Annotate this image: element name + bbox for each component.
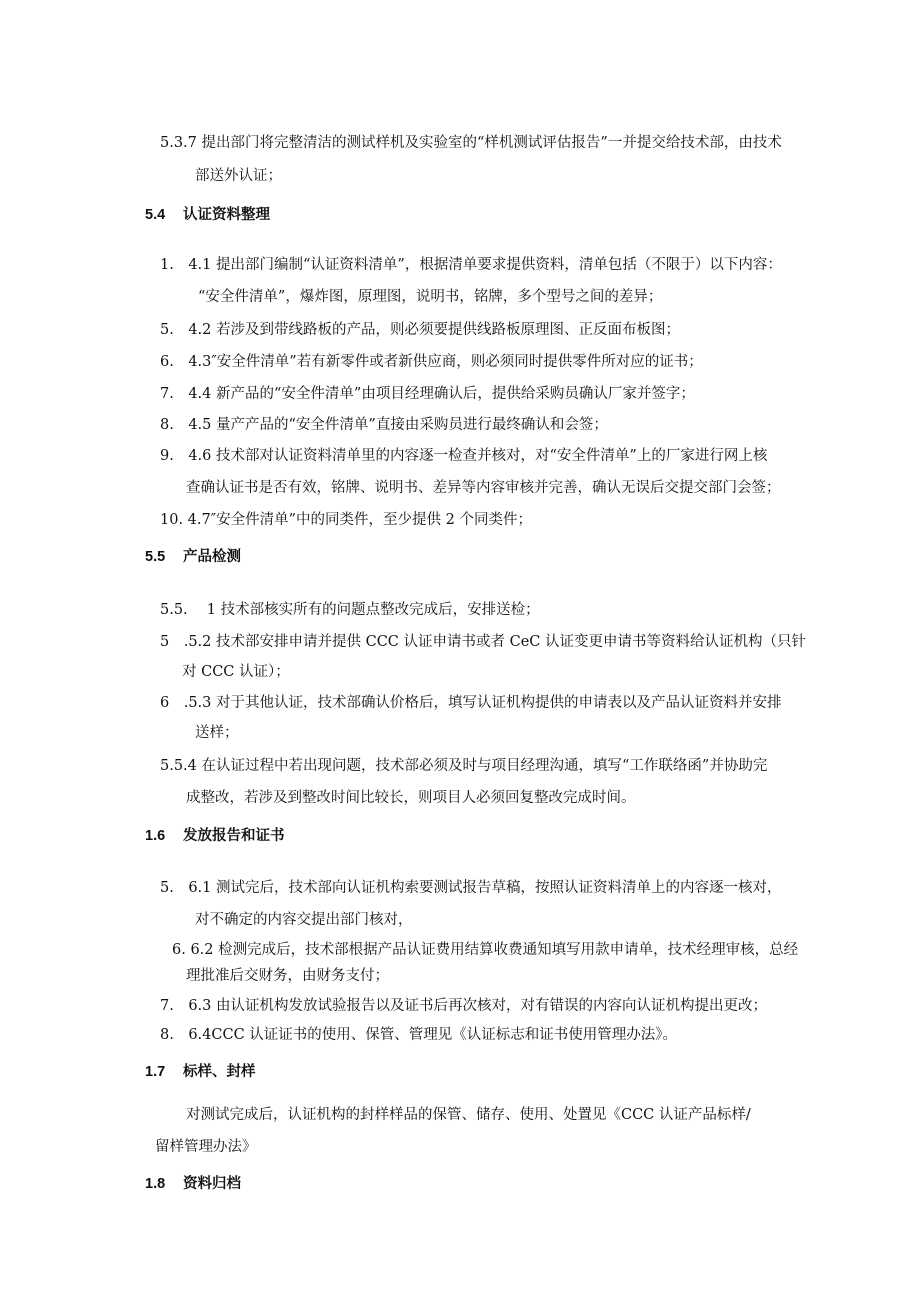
list-item: 5.5. 1 技术部核实所有的问题点整改完成后，安排送检； [160, 602, 540, 618]
section-1-6-heading [145, 824, 285, 845]
section-number: 1.7 [145, 1064, 166, 1080]
section-5-5-heading [145, 545, 241, 566]
list-item: 5. 4.2 若涉及到带线路板的产品，则必须要提供线路板原理图、正反面布板图； [160, 322, 681, 338]
list-item: 送样； [195, 725, 239, 741]
paragraph-line: 对测试完成后，认证机构的封样样品的保管、储存、使用、处置见《CCC 认证产品标样/ [186, 1107, 751, 1123]
list-item: 查确认证书是否有效，铭牌、说明书、差异等内容审核并完善，确认无误后交提交部门会签； [186, 480, 781, 496]
section-number: 5.4 [145, 207, 166, 223]
section-title: 产品检测 [183, 549, 241, 565]
section-title: 发放报告和证书 [183, 828, 285, 844]
list-item: 1. 4.1 提出部门编制“认证资料清单”，根据清单要求提供资料，清单包括（不限于）以下内容： [160, 257, 782, 273]
list-item: 8. 6.4CCC 认证证书的使用、保管、管理见《认证标志和证书使用管理办法》。 [160, 1027, 678, 1043]
list-item: 成整改，若涉及到整改时间比较长，则项目人必须回复整改完成时间。 [186, 790, 636, 806]
list-item: 7. 4.4 新产品的“安全件清单”由项目经理确认后，提供给采购员确认厂家并签字； [160, 386, 695, 402]
section-title: 认证资料整理 [183, 207, 270, 223]
section-number: 1.8 [145, 1176, 166, 1192]
list-item: 5 .5.2 技术部安排申请并提供 CCC 认证申请书或者 CeC 认证变更申请书等资料给认证机构（只针 [160, 634, 806, 650]
list-item: 8. 4.5 量产产品的“安全件清单”直接由采购员进行最终确认和会签； [160, 417, 608, 433]
section-1-8-heading [145, 1172, 241, 1193]
list-item: 10. 4.7″安全件清单”中的同类件，至少提供 2 个同类件； [160, 512, 532, 528]
list-item: 9. 4.6 技术部对认证资料清单里的内容逐一检查并核对，对“安全件清单”上的厂家进行网上核 [160, 448, 768, 464]
list-item: “安全件清单”，爆炸图，原理图，说明书，铭牌，多个型号之间的差异； [198, 289, 663, 305]
section-5-4-heading [145, 203, 270, 224]
list-item: 6 .5.3 对于其他认证，技术部确认价格后，填写认证机构提供的申请表以及产品认证资料并安排 [160, 695, 782, 711]
para-5-3-7-line-1: 5.3.7 提出部门将完整清洁的测试样机及实验室的“样机测试评估报告”一并提交给技术部，由技术 [160, 135, 782, 151]
list-item: 7. 6.3 由认证机构发放试验报告以及证书后再次核对，对有错误的内容向认证机构提出更改； [160, 998, 767, 1014]
list-item: 对不确定的内容交提出部门核对， [195, 912, 413, 928]
section-title: 标样、封样 [183, 1064, 256, 1080]
section-1-7-heading [145, 1060, 256, 1081]
para-5-3-7-line-2: 部送外认证； [195, 168, 282, 184]
list-item: 6. 6.2 检测完成后，技术部根据产品认证费用结算收费通知填写用款申请单，技术经理审核，总经 [172, 942, 799, 958]
list-item: 5.5.4 在认证过程中若出现问题，技术部必须及时与项目经理沟通，填写“工作联络函”并协助完 [160, 758, 768, 774]
list-item: 理批准后交财务，由财务支付； [186, 968, 389, 984]
list-item: 5. 6.1 测试完后，技术部向认证机构索要测试报告草稿，按照认证资料清单上的内容逐一核对， [160, 880, 782, 896]
section-title: 资料归档 [183, 1176, 241, 1192]
section-number: 1.6 [145, 828, 166, 844]
paragraph-line: 留样管理办法》 [155, 1139, 257, 1155]
list-item: 6. 4.3″安全件清单”若有新零件或者新供应商，则必须同时提供零件所对应的证书； [160, 354, 703, 370]
section-number: 5.5 [145, 549, 166, 565]
list-item: 对 CCC 认证）； [182, 664, 290, 680]
